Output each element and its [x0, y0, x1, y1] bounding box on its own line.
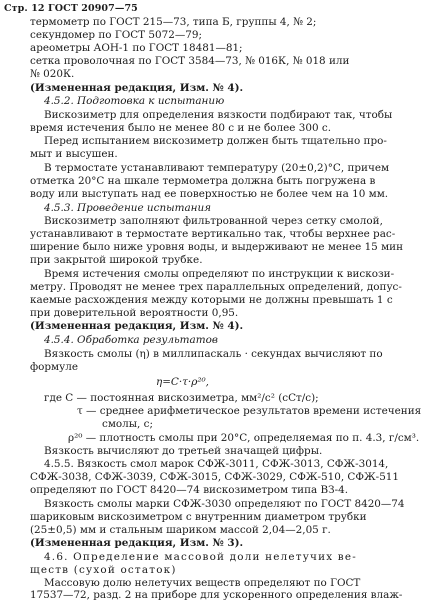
text-line: время истечения было не менее 80 с и не более 300 с. [30, 122, 332, 134]
amendment-note: (Измененная редакция, Изм. № 3). [30, 537, 244, 549]
text-line: Вязкость вычисляют до третьей значащей цифры. [44, 445, 323, 457]
text-line: определяют по ГОСТ 8420—74 вискозиметром типа ВЗ-4. [30, 484, 349, 496]
text-line: τ — среднее арифметическое результатов времени истечения [77, 405, 422, 417]
text-line: сетка проволочная по ГОСТ 3584—73, № 016К, № 018 или [30, 55, 350, 67]
text-line: Массовую долю нелетучих веществ определяют по ГОСТ [44, 577, 361, 589]
text-line: В термостате устанавливают температуру (20±0,2)°С, причем [44, 162, 390, 174]
text-line: 17537—72, разд. 2 на приборе для ускоренного определения влаж- [30, 589, 403, 601]
text-line: ареометры АОН-1 по ГОСТ 18481—81; [30, 42, 243, 54]
text-line: мыт и высушен. [30, 148, 118, 160]
text-line: формуле [30, 361, 78, 373]
text-line: ширение было ниже уровня воды, и выдерживают не менее 15 мин [30, 241, 404, 253]
text-line: № 020К. [30, 68, 75, 80]
text-line: 4.5.5. Вязкость смол марок СФЖ-3011, СФЖ-3013, СФЖ-3014, [44, 458, 389, 470]
text-line: ρ²⁰ — плотность смолы при 20°С, определяемая по п. 4.3, г/см³. [68, 432, 420, 444]
text-line: отметка 20°С на шкале термометра должна быть погружена в [30, 175, 376, 187]
amendment-note: (Измененная редакция, Изм. № 4). [30, 82, 244, 94]
text-line: при закрытой широкой трубке. [30, 254, 203, 266]
text-line: Вязкость смолы марки СФЖ-3030 определяют по ГОСТ 8420—74 [44, 498, 405, 510]
text-line: СФЖ-3038, СФЖ-3039, СФЖ-3015, СФЖ-3029, СФЖ-510, СФЖ-511 [30, 471, 400, 483]
text-line: где С — постоянная вискозиметра, мм²/с² (сСт/с); [44, 392, 319, 404]
section-heading: 4.5.3. Проведение испытания [44, 202, 212, 214]
text-line: Перед испытанием вискозиметр должен быть тщательно про- [44, 135, 387, 147]
text-line: метру. Проводят не менее трех параллельных определений, допус- [30, 281, 402, 293]
text-line: каемые расхождения между которыми не должны превышать 1 с [30, 294, 393, 306]
text-line: (25±0,5) мм и стальным шариком массой 2,04—2,05 г. [30, 524, 331, 536]
text-line: Время истечения смолы определяют по инструкции к вискози- [44, 268, 395, 280]
text-line: при доверительной вероятности 0,95. [30, 307, 239, 319]
section-heading: ществ (сухой остаток) [30, 564, 177, 576]
text-line: Вязкость смолы (η) в миллипаскаль · секундах вычисляют по [44, 348, 383, 360]
viscosity-formula: η=C·τ·ρ²⁰, [156, 376, 209, 388]
page-header: Стр. 12 ГОСТ 20907—75 [4, 3, 138, 14]
text-line: секундомер по ГОСТ 5072—79; [30, 29, 202, 41]
amendment-note: (Измененная редакция, Изм. № 4). [30, 320, 244, 332]
text-line: Вискозиметр заполняют фильтрованной через сетку смолой, [44, 215, 383, 227]
section-heading: 4.5.4. Обработка результатов [44, 334, 218, 346]
text-line: шариковым вискозиметром с внутренним диаметром трубки [30, 511, 367, 523]
text-line: Вискозиметр для определения вязкости подбирают так, чтобы [44, 109, 393, 121]
text-line: смолы, с; [102, 418, 153, 430]
text-line: устанавливают в термостате вертикально так, чтобы верхнее рас- [30, 228, 396, 240]
text-line: термометр по ГОСТ 215—73, типа Б, группы 4, № 2; [30, 16, 317, 28]
section-heading: 4.6. Определение массовой доли нелетучих ве- [44, 551, 357, 563]
text-line: воду или выступать над ее поверхностью не более чем на 10 мм. [30, 188, 389, 200]
section-heading: 4.5.2. Подготовка к испытанию [44, 95, 225, 107]
